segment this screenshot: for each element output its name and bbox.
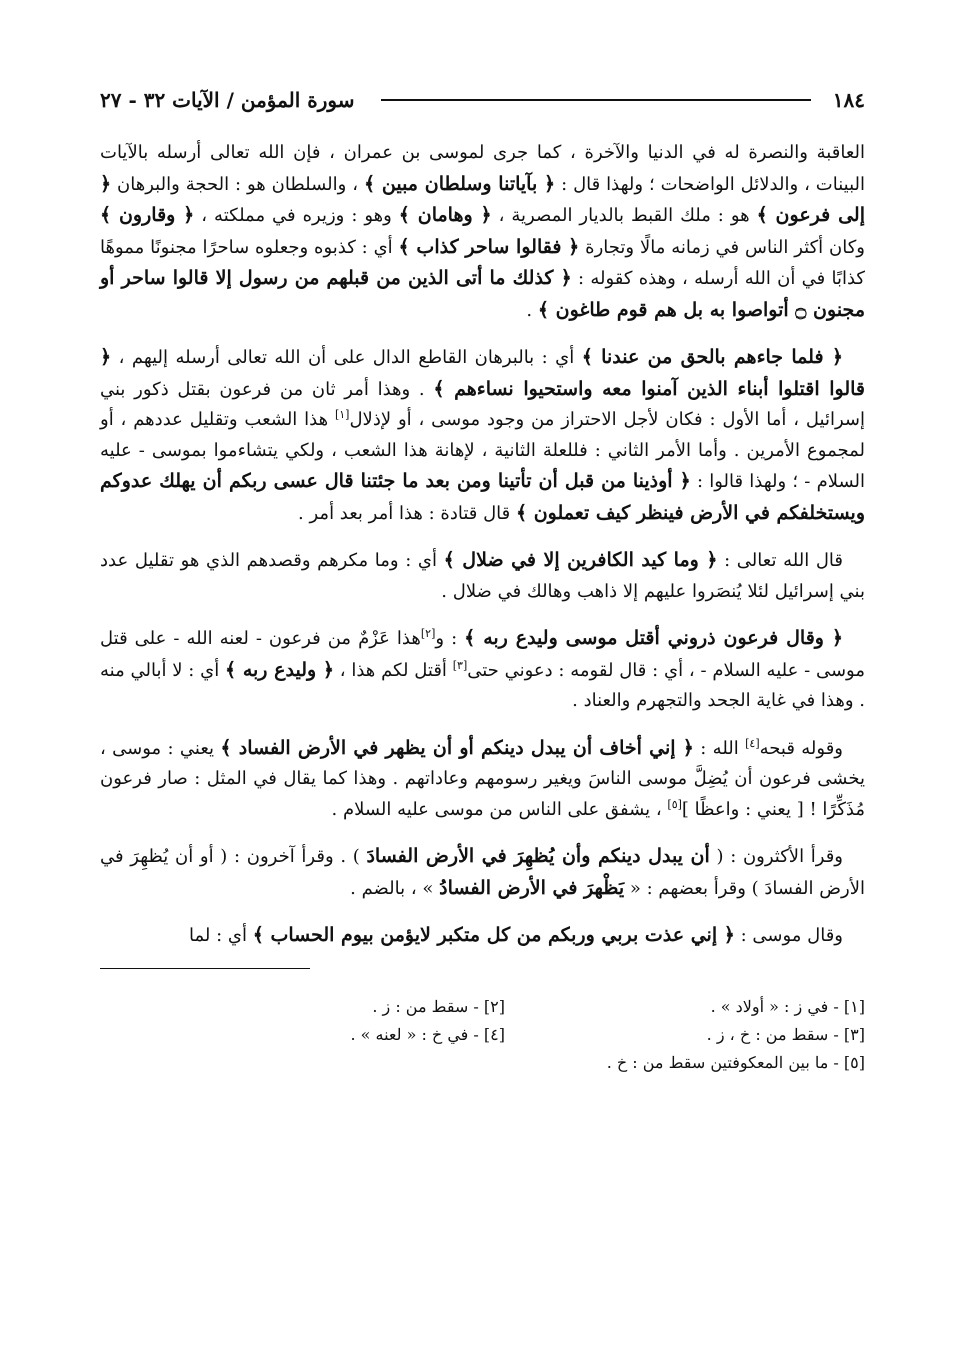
- text-run: قال الله تعالى :: [717, 550, 843, 571]
- text-run: وقرأ الأكثرون : (: [709, 846, 843, 867]
- paragraph-7: [100, 920, 865, 952]
- text-run: وقوله قبحه: [759, 737, 844, 759]
- text-run: أي : وما مكرهم وقصدهم الذي هو تقليل عدد بني إسرائيل لئلا يُنصَروا عليهم إلا ذاهب وهالك في ضلال .: [100, 550, 865, 602]
- quran-quote: أن يبدل دينكم وأن يُظهِرَ في الأرض الفسادَ: [366, 845, 710, 867]
- footnote-rule: [100, 968, 310, 969]
- text-run: قال قتادة : هذا أمر بعد أمر .: [298, 502, 516, 524]
- quran-quote: ﴿ وليدع ربه ﴾: [225, 658, 334, 681]
- footnote-row: [100, 993, 865, 1021]
- page-number: ١٨٤: [832, 88, 865, 112]
- text-run: أي : بالبرهان القاطع الدال على أن الله تعالى أرسله إليهم ،: [111, 347, 582, 368]
- footnote-marker: [٤]: [745, 736, 760, 750]
- text-run: العاقبة والنصرة له في الدنيا والآخرة ، كما جرى لموسى بن عمران ، فإن الله تعالى أرسله بالآيات البينات ، والدلائل الواضحات ؛ ولهذا قال :: [100, 142, 866, 195]
- text-run: أي : كذبوه وجعلوه ساحرًا مجنونًا مموهًا كذابًا في أن الله أرسله ، وهذه كقوله :: [100, 236, 865, 289]
- text-run: أي : لما: [189, 925, 253, 946]
- paragraph-5: [100, 733, 865, 826]
- footnote-marker: [٣]: [452, 658, 468, 672]
- paragraph-4: [100, 623, 865, 717]
- running-header: [100, 80, 865, 120]
- text-run: وكان أكثر الناس في زمانه مالًا وتجارة: [579, 236, 865, 258]
- text-run: : و: [435, 628, 465, 649]
- footnote-marker: [١]: [334, 408, 350, 421]
- text-run: هذا عَزْمٌ من فرعون - لعنه الله - على قتل موسى - عليه السلام - ، أي : قال لقومه : دعوني حتى: [100, 628, 865, 681]
- main-text: [100, 138, 865, 952]
- footnote-row: [100, 1021, 865, 1049]
- header-rule: [381, 99, 811, 101]
- text-run: . وهذا أمر ثان من فرعون بقتل ذكور بني إسرائيل ، أما الأول : فكان لأجل الاحتراز من وجود موسى ، أو لإذلال: [100, 378, 865, 430]
- text-run: ) . وقرأ آخرون : ( أو أن يُظهِرَ في الأرض الفسادَ ) وقرأ بعضهم : «: [100, 846, 865, 899]
- quran-quote: ﴿ وما كيد الكافرين إلا في ضلال ﴾: [443, 549, 718, 571]
- footnote-2: [٢] - سقط من : ز .: [372, 996, 505, 1016]
- quran-quote: ﴿ إلى فرعون ﴾: [100, 172, 865, 226]
- quran-quote: ﴿ فلما جاءهم بالحق من عندنا ﴾: [581, 346, 843, 368]
- text-run: ، والسلطان هو : الحجة والبرهان: [111, 173, 364, 195]
- paragraph-6: [100, 841, 865, 904]
- quran-quote: ﴿ وقال فرعون ذروني أقتل موسى وليدع ربه ﴾: [464, 627, 843, 649]
- quran-quote: ﴿ إني أخاف أن يبدل دينكم أو أن يظهر في الأرض الفساد ﴾: [220, 736, 694, 759]
- quran-quote: ﴿ قالوا اقتلوا أبناء الذين آمنوا معه واستحيوا نساءهم ﴾: [100, 346, 865, 400]
- footnote-4: [٤] - في خ : « لعنه » .: [350, 1024, 505, 1044]
- chapter-title: سورة المؤمن / الآيات ٣٢ - ٢٧: [100, 88, 355, 112]
- text-run: يعني : موسى ، يخشى فرعون أن يُضِلَّ موسى الناسَ ويغير رسومهم وعاداتهم . وهذا كما يقال في المثل : صار فرعون مُذَكِّرًا ! [ يعني : واعظًا ]: [100, 737, 865, 820]
- text-run: ، يشفق على الناس من موسى عليه السلام .: [331, 798, 668, 820]
- quran-quote: ﴿ وقارون ﴾: [100, 204, 195, 226]
- text-run: هذا الشعب وتقليل عددهم ، أو لمجموع الأمرين . وأما الأمر الثاني : فللعلة الثانية ، لإهانة هذا الشعب ، ولكي يتشاءموا بموسى - عليه السلام - ؛ ولهذا قالوا :: [100, 409, 866, 492]
- quran-quote: ﴿ كذلك ما أتى الذين من قبلهم من رسول إلا قالوا ساحر أو مجنون ۝ أتواصوا به بل هم قوم طاغون ﴾: [100, 267, 865, 321]
- text-run: » ، بالضم .: [350, 877, 440, 899]
- quran-quote: ﴿ فقالوا ساحر كذاب ﴾: [398, 235, 580, 258]
- quran-quote: ﴿ وهامان ﴾: [398, 204, 492, 226]
- text-run: وهو : وزيره في مملكته ،: [194, 205, 399, 226]
- footnote-3: [٣] - سقط من : خ ، ز .: [706, 1024, 865, 1044]
- footnote-marker: [٥]: [667, 797, 682, 811]
- text-run: أي : لا أبالي منه . وهذا في غاية الجحد والتجهرم والعناد .: [100, 659, 865, 711]
- text-run: .: [526, 299, 538, 321]
- book-page: [100, 80, 865, 1077]
- text-run: أقتل لكم هذا ،: [333, 659, 453, 681]
- paragraph-2: [100, 342, 865, 529]
- quran-quote: ﴿ أوذينا من قبل أن تأتينا ومن بعد ما جئتنا قال عسى ربكم أن يهلك عدوكم ويستخلفكم في الأرض فينظر كيف تعملون ﴾: [100, 470, 865, 524]
- footnotes: [100, 993, 865, 1077]
- footnote-marker: [٢]: [420, 627, 436, 640]
- text-run: الله :: [693, 737, 746, 759]
- paragraph-3: [100, 545, 865, 607]
- paragraph-1: [100, 138, 865, 326]
- text-run: وقال موسى :: [734, 925, 843, 946]
- quran-quote: ﴿ إني عذت بربي وربكم من كل متكبر لايؤمن بيوم الحساب ﴾: [252, 924, 735, 946]
- footnote-5: [٥] - ما بين المعكوفتين سقط من : خ .: [606, 1052, 865, 1072]
- quran-quote: ﴿ بآياتنا وسلطان مبين ﴾: [363, 172, 556, 195]
- text-run: هو : ملك القبط بالديار المصرية ،: [491, 205, 757, 226]
- footnote-row: [100, 1049, 865, 1077]
- footnote-1: [١] - في ز : « أولاد » .: [710, 996, 865, 1016]
- quran-quote: يَظْهرَ في الأرض الفسادُ: [439, 876, 625, 899]
